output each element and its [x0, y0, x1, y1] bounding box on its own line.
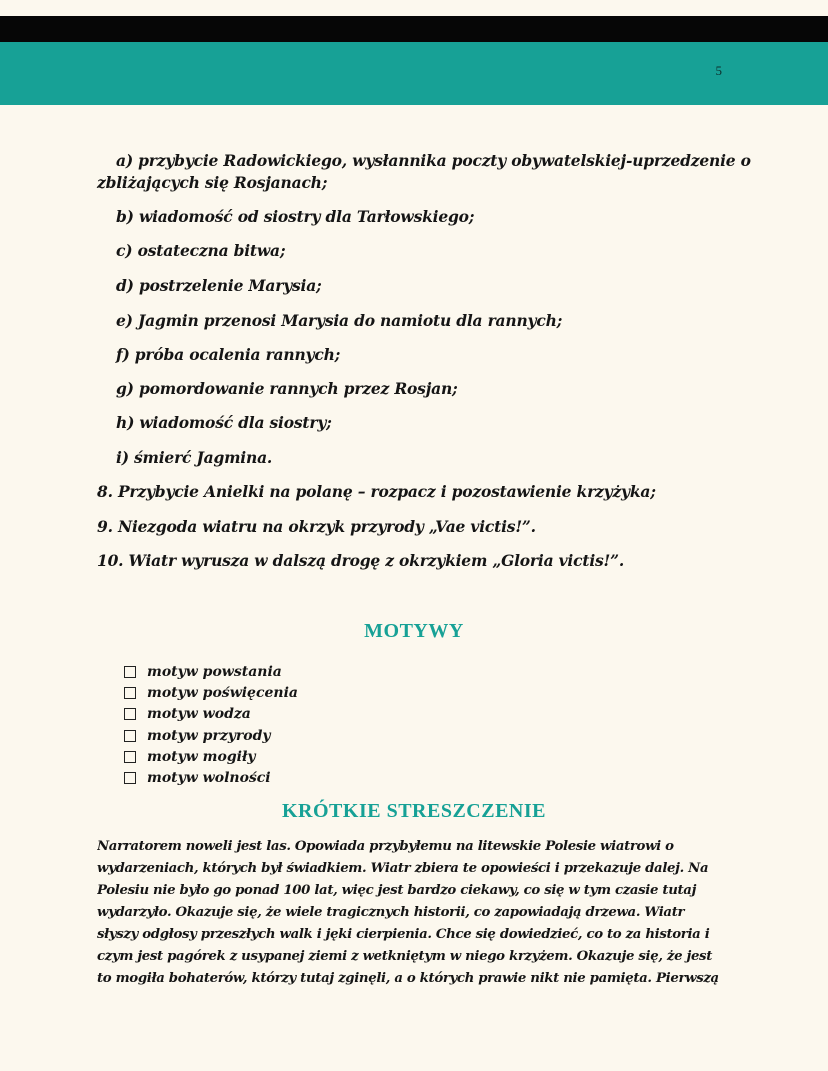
plan-sub-item-continuation: zbliżających się Rosjanach;: [97, 173, 328, 192]
checkbox[interactable]: [124, 772, 136, 784]
plan-main-item: 10. Wiatr wyrusza w dalszą drogę z okrzykiem „Gloria victis!”.: [97, 551, 625, 570]
motif-item: [124, 767, 298, 788]
plan-sub-item: b) wiadomość od siostry dla Tarłowskiego;: [116, 207, 475, 226]
plan-sub-item: e) Jagmin przenosi Marysia do namiotu dla rannych;: [116, 311, 563, 330]
summary-line: czym jest pagórek z usypanej ziemi z wetkniętym w niego krzyżem. Okazuje się, że jest: [97, 949, 712, 964]
motif-item: [124, 746, 298, 767]
plan-main-item: 8. Przybycie Anielki na polanę – rozpacz i pozostawienie krzyżyka;: [97, 482, 656, 501]
checkbox[interactable]: [124, 687, 136, 699]
motifs-heading: MOTYWY: [364, 620, 464, 642]
motif-label: motyw wolności: [147, 770, 271, 787]
checkbox[interactable]: [124, 666, 136, 678]
plan-sub-item: g) pomordowanie rannych przez Rosjan;: [116, 379, 458, 398]
motif-label: motyw powstania: [147, 663, 282, 680]
summary-line: wydarzyło. Okazuje się, że wiele tragicznych historii, co zapowiadają drzewa. Wiatr: [97, 905, 685, 920]
summary-line: wydarzeniach, których był świadkiem. Wiatr zbiera te opowieści i przekazuje dalej. Na: [97, 861, 709, 876]
plan-main-item: 9. Niezgoda wiatru na okrzyk przyrody „Vae victis!”.: [97, 517, 536, 536]
motif-item: [124, 682, 298, 703]
summary-line: słyszy odgłosy przeszłych walk i jęki cierpienia. Chce się dowiedzieć, co to za historia i: [97, 927, 710, 942]
plan-sub-item: c) ostateczna bitwa;: [116, 241, 286, 260]
plan-sub-item: f) próba ocalenia rannych;: [116, 345, 341, 364]
checkbox[interactable]: [124, 730, 136, 742]
motif-item: [124, 704, 298, 725]
plan-sub-item: h) wiadomość dla siostry;: [116, 413, 332, 432]
summary-paragraph: [97, 836, 737, 990]
plan-sub-item: a) przybycie Radowickiego, wysłannika poczty obywatelskiej-uprzedzenie o: [116, 151, 751, 170]
motif-label: motyw mogiły: [147, 748, 256, 765]
summary-heading: KRÓTKIE STRESZCZENIE: [282, 800, 546, 822]
header-teal-bar: [0, 42, 828, 105]
summary-line: to mogiła bohaterów, którzy tutaj zginęli, a o których prawie nikt nie pamięta. Pierwszą: [97, 971, 719, 986]
plan-sub-item: d) postrzelenie Marysia;: [116, 276, 322, 295]
checkbox[interactable]: [124, 751, 136, 763]
plan-sub-item: i) śmierć Jagmina.: [116, 448, 273, 467]
summary-line: Polesiu nie było go ponad 100 lat, więc jest bardzo ciekawy, co się w tym czasie tutaj: [97, 883, 697, 898]
top-margin: [0, 0, 828, 16]
motif-item: [124, 725, 298, 746]
summary-line: Narratorem noweli jest las. Opowiada przybyłemu na litewskie Polesie wiatrowi o: [97, 839, 674, 854]
header-black-bar: [0, 16, 828, 42]
motif-label: motyw przyrody: [147, 727, 271, 744]
motif-label: motyw wodza: [147, 706, 251, 723]
checkbox[interactable]: [124, 708, 136, 720]
page-number: 5: [715, 63, 722, 78]
motif-label: motyw poświęcenia: [147, 684, 298, 701]
motif-item: [124, 661, 298, 682]
motifs-checklist: [124, 661, 298, 789]
